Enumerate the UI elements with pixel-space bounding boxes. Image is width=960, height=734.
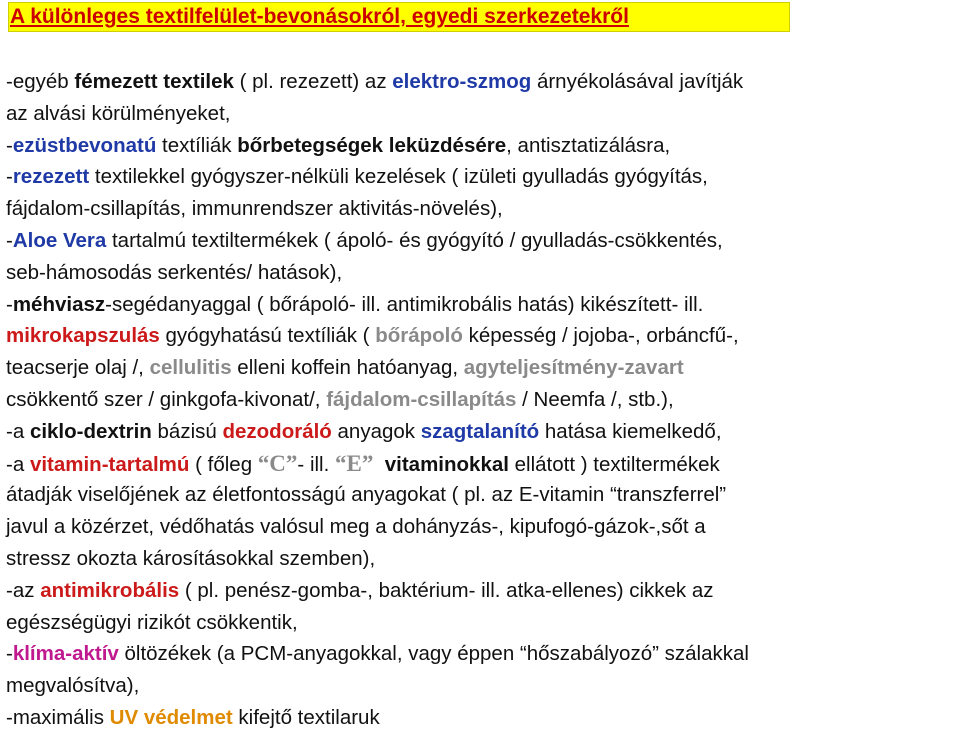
highlight-bőrápoló: bőrápoló [375,324,463,348]
highlight-dezodoráló: dezodoráló [222,419,332,443]
text-run: kifejtő textilaruk [232,705,380,729]
text-run: - ill. [297,452,335,476]
text-run: öltözékek (a PCM-anyagokkal, vagy éppen “hőszabályozó” szálakkal [118,642,749,666]
text-line-2 [6,98,960,130]
text-line-5 [6,193,960,225]
text-line-3 [6,130,960,162]
document-body [6,66,960,734]
text-run: - [6,133,13,157]
text-line-20 [6,670,960,702]
text-line-7 [6,257,960,289]
text-run: teacserje olaj /, [6,356,150,380]
highlight-rezezett: rezezett [12,165,90,189]
text-line-10 [6,352,960,384]
text-run: anyagok [331,419,421,443]
highlight-fájdalom-csillapítás: fájdalom-csillapítás [326,387,517,411]
text-run: javul a közérzet, védőhatás valósul meg a dohányzás-, kipufogó-gázok-,sőt a [6,515,706,539]
text-run: ellátott ) textiltermékek [508,452,720,476]
text-run: -a [6,419,30,443]
text-run: fájdalom-csillapítás, immunrendszer aktivitás-növelés), [6,197,503,221]
page-title: A különleges textilfelület-bevonásokról, egyedi szerkezetekről [10,5,629,28]
text-run: képesség / jojoba-, orbáncfű-, [462,324,739,348]
text-run: megvalósítva), [6,674,140,698]
text-line-8 [6,289,960,321]
highlight-vitamin-tartalmú: vitamin-tartalmú [29,452,190,476]
text-run: seb-hámosodás serkentés/ hatások), [6,260,343,284]
highlight-elektro-szmog: elektro-szmog [392,70,532,93]
highlight-agyteljesítmény: agyteljesítmény-zavart [463,356,684,380]
text-run: textilekkel gyógyszer-nélküli kezelések ( izületi gyulladás gyógyítás, [89,165,708,189]
highlight-ezüstbevonatú: ezüstbevonatú [12,133,157,157]
text-run: árnyékolásával javítják [531,70,744,93]
text-run: az alvási körülményeket, [6,101,231,125]
text-line-13 [6,448,960,480]
text-line-6 [6,225,960,257]
highlight-aloe-vera: Aloe Vera [12,228,107,252]
highlight-vitamin-e: “E” [335,450,374,476]
text-line-17 [6,575,960,607]
text-run: gyógyhatású textíliák ( [159,324,376,348]
highlight-uv-védelmet: UV védelmet [109,705,233,729]
text-run: -az [6,578,41,602]
text-run: elleni koffein hatóanyag, [231,356,464,380]
highlight-méhviasz: méhviasz [12,292,106,316]
text-run: stressz okozta károsításokkal szemben), [6,546,376,570]
text-run: - [6,642,13,666]
text-run: textíliák [156,133,238,157]
text-run: egészségügyi rizikót csökkentik, [6,610,298,634]
text-run: hatása kiemelkedő, [539,419,722,443]
highlight-mikrokapszulás: mikrokapszulás [6,324,160,348]
text-run: - [6,292,13,316]
text-line-9 [6,320,960,352]
text-run: tartalmú textiltermékek ( ápoló- és gyógyító / gyulladás-csökkentés, [106,228,723,252]
title-banner [8,2,790,32]
text-line-18 [6,607,960,639]
text-line-12 [6,416,960,448]
highlight-klíma-aktív: klíma-aktív [12,642,119,666]
highlight-vitaminokkal: vitaminokkal [384,452,509,476]
text-run [373,453,384,476]
text-line-11 [6,384,960,416]
text-run: átadják viselőjének az életfontosságú anyagokat ( pl. az E-vitamin “transzferrel” [6,483,727,507]
text-line-19 [6,638,960,670]
text-run: ( pl. rezezett) az [233,70,393,93]
text-run: bázisú [151,419,223,443]
text-run: -maximális [6,705,110,729]
text-line-1 [6,66,960,98]
highlight-ciklo-dextrin: ciklo-dextrin [29,419,152,443]
highlight-antimikrobális: antimikrobális [40,578,180,602]
text-line-16 [6,543,960,575]
text-run: ( főleg [189,452,258,476]
text-line-4 [6,161,960,193]
highlight-vitamin-c: “C” [257,450,298,476]
highlight-fémezett: fémezett textilek [74,70,234,93]
text-run: - [6,165,13,189]
text-run: -egyéb [6,70,75,93]
text-run: -a [6,452,30,476]
highlight-cellulitis: cellulitis [149,356,232,380]
highlight-bőrbetegségek: bőrbetegségek leküzdésére [237,133,507,157]
text-run: - [6,228,13,252]
text-run: csökkentő szer / ginkgofa-kivonat/, [6,387,327,411]
text-run: / Neemfa /, stb.), [516,387,674,411]
text-run: , antisztatizálásra, [506,133,671,157]
text-run: ( pl. penész-gomba-, baktérium- ill. atka-ellenes) cikkek az [179,578,714,602]
text-line-15 [6,511,960,543]
highlight-szagtalanító: szagtalanító [420,419,540,443]
text-run: -segédanyaggal ( bőrápoló- ill. antimikrobális hatás) kikészített- ill. [105,292,704,316]
text-line-14 [6,479,960,511]
